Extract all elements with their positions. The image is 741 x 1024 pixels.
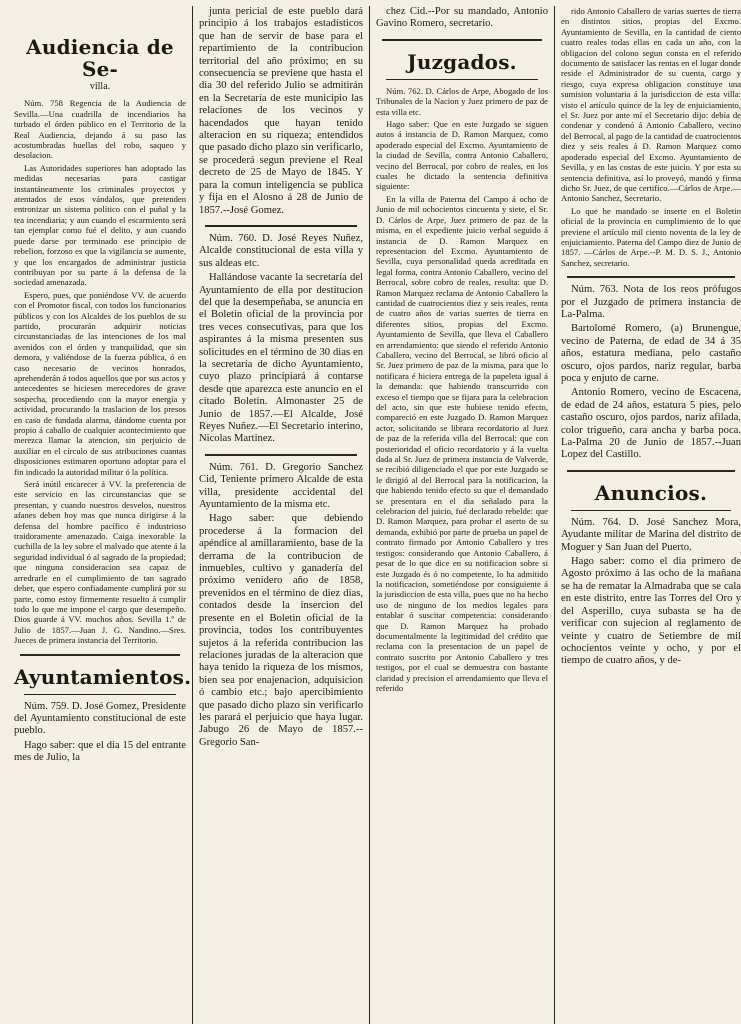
notice-763-fugitive-1: Bartolomé Romero, (a) Brunengue, vecino de Paterna, de edad de 34 á 35 años, estatura mediana, pelo castaño oscuro, ojos pardos, nariz regular, barba poca y enjuto de carne.: [561, 323, 741, 384]
notice-764-heading: Núm. 764. D. José Sanchez Mora, Ayudante militar de Marina del distrito de Moguer y San Juan del Puerto.: [561, 516, 741, 553]
section-divider-thin: [386, 79, 538, 80]
notice-759-body-cont: junta pericial de este pueblo dará principio á los trabajos estadísticos que han de servir de base para el repartimiento de la contribucion territorial del año próximo; en su consecuencia se previene que hasta el dia 30 del referido Julio se admitirán en la Secretaría de este municipio las relaciones de los vecinos y hacendados que hayan tenido alteracion en su riqueza; entendidos que pasado dicho plazo sin verificarlo, se procederá segun previene el Real decreto de 25 de Mayo de 1845. Y para la comun inteligencia se publica y fija en el Alosno á 28 de Junio de 1857.--José Gomez.: [199, 6, 363, 216]
notice-761-heading: Núm. 761. D. Gregorio Sanchez Cid, Teniente primero Alcalde de esta villa, presidente accidental del Ayuntamiento de la misma etc.: [199, 461, 363, 511]
section-divider: [567, 470, 735, 472]
notice-760-heading: Núm. 760. D. José Reyes Nuñez, Alcalde constitucional de esta villa y sus aldeas etc.: [199, 232, 363, 269]
notice-divider: [205, 225, 357, 227]
column-2: [199, 6, 363, 1024]
notice-759-heading: Núm. 759. D. José Gomez, Presidente del Ayuntamiento constitucional de este pueblo.: [14, 700, 186, 737]
notice-762-body-2: En la villa de Paterna del Campo á ocho de Junio de mil ochocientos cincuenta y siete, el Sr. D. Cárlos de Arpe, Juez primero de paz de la misma, en el expediente juicio verbal seguido á instancia de D. Ramon Marquez en representacion del Excmo. Ayuntamiento de Sevilla, cuya personalidad queda acreditada en legal forma, contra Antonio Caballero, vecino del Berrocal, sobre cobro de reales, resulta: que D. Ramon Marquez reclama de Antonio Caballero la cantidad de cuatrocientos diez y seis reales, renta de cuatro años de varias suertes de tierra en diferentes sitios, propias del Excmo. Ayuntamiento de Sevilla, que lleva el Caballero en arrendamiento: que siendo el referido Antonio Caballero, vecino del Berrocal, se libró oficio al Sr. Juez primero de paz de la misma, para que lo notificara é hiciera entrega de la papeleta igual á la demanda: que habiendo transcurrido con exceso el tiempo que se fijara para la celebracion del acto, sin que este hubiese tenido efecto, compareció en este Juzgado D. Ramon Marquez actor, solicitando se librara recordatorio al Juez de paz de la referida villa del Berrocal: que con posterioridad el oficio recordatorio y á la vuelta dada al Sr. Juez de primera instancia de Valverde, se recibió diligenciado el que por este Juzgado se le dirigió al del Berrocal para la notificacion, la que habiendo tenido efecto su que el demandado se presentara en el dia señalado para la celebracion del juicio, fué declarado rebelde: que D. Ramon Marquez, para probar el aserto de su demanda, exhibió por parte de prueba un papel de contrato firmado por Antonio Caballero y tres testigos: considerando que Antonio Caballero, á pesar de lo que dice en su notificacion sobre si este Juzgado és ó no competente, lo ha admitido la notificacion, sometiéndose por consiguiente á la jurisdiccion de esta villa, pues que no ha hecho uso de ninguno de los medios legales para entablar ó suscitar competencia: considerando que D. Ramon Marquez ha probado documentalmente la legitimidad del crédito que reclama con la presentacion de un papel de contrato suscrito por Antonio Caballero y tres testigos, por el cual se demuestra con bastante claridad y precision el arrendamiento que lleva el referido: [376, 193, 548, 693]
notice-763-heading: Núm. 763. Nota de los reos prófugos por el Juzgado de primera instancia de La-Palma.: [561, 284, 741, 320]
column-rule: [369, 6, 370, 1024]
notice-760-body: Hallándose vacante la secretaría del Ayuntamiento de ella por destitucion del que la desempeñaba, se anuncia en el Boletin oficial de la provincia por tres veces consecutivas, para que los aspirantes á la misma presenten sus solicitudes en el término de 30 dias en la secretaría de dicho Ayuntamiento, cuyo plazo principiará á contarse desde que aparezca este anuncio en el citado Boletin. Almonaster 25 de Junio de 1857.—El Alcalde, José Reyes Nuñez.—El Secretario interino, Nicolas Martinez.: [199, 272, 363, 445]
column-rule: [554, 6, 555, 1024]
column-4: [561, 6, 741, 1024]
section-title-ayuntamientos: Ayuntamientos.: [14, 664, 192, 689]
notice-761-body: Hago saber: que debiendo procederse á la formacion del apéndice al amillaramiento, base de la derrama de la contribucion de inmuebles, cultivo y ganadería del próximo venidero año de 1858, prevenidos en el término de diez dias, contados desde la insercion del presente en el Boletin oficial de la provincia, todos los contribuyentes sujetos á la referida contribucion las relaciones juradas de la alteracion que haya tenido la riqueza de los mismos, bien sea por enajenacion, adquisicion ó cambio etc.; bajo apercibimiento que pasado dicho plazo sin verificarlo les parará el perjuicio que haya lugar. Jabugo 26 de Mayo de 1857.--Gregorio San-: [199, 513, 363, 748]
notice-divider: [567, 276, 735, 278]
notice-758-body-2: Espero, pues, que poniéndose VV. de acuerdo con el Promotor fiscal, con todos los funcionarios públicos y con los Alcaldes de los pueblos de su partido, procurarán adquirir noticias circunstanciadas de las intenciones de los mal avenidos con el órden y tranquilidad, que sin demora, y valiéndose de la fuerza pública, ó en caso necesario de vecinos honrados, aprehenderán á todos aquellos que por sus actos y antecedentes se hiciesen merecedores de grave sospecha, procediendo con la mayor energía y actividad, procurando la traslacion de los presos en caso de fundada alarma, dándome cuenta por propio á caballo de cualquier acontecimiento que merezca llamar la atencion, sin perjuicio de auxiliar en el círculo de sus atribuciones cuantas disposiciones estimaren oportuno adoptar para el fin indicado la autoridad militar ó la política.: [14, 289, 186, 477]
section-divider: [382, 39, 542, 41]
column-rule: [192, 6, 193, 1024]
column-3: [376, 6, 548, 1024]
section-title-anuncios: Anuncios.: [594, 480, 708, 505]
notice-763-fugitive-2: Antonio Romero, vecino de Escacena, de edad de 24 años, estatura 5 pies, pelo castaño oscuro, ojos pardos, nariz afilada, color trigueño, cara ancha y barba poca. La-Palma 20 de Junio de 1857.--Juan Lopez del Castillo.: [561, 387, 741, 461]
notice-762-closing: Lo que he mandado se inserte en el Boletin oficial de la provincia en cumplimiento de lo que previene el artículo mil ciento noventa de la ley de enjuiciamiento. Paterna del Campo diez de Junio de 1857. —Cárlos de Arpe.--P. M. D. S. J., Antonio Sanchez, secretario.: [561, 205, 741, 268]
notice-758-body-1: Las Autoridades superiores han adoptado las medidas necesarias para castigar instantáneamente los criminales proyectos y atentados de esos vándalos, que pretenden entronizar un sistema político con el puñal y la tea incendiaria; y aun cuando el escarmiento será tan ejemplar como fué el delito, y aun cuando puede darse por terminado ese principio de rebelion, forzoso es que la vigilancia se aumente, y que los encargados de administrar justicia contribuyan por su parte á la defensa de la sociedad amenazada.: [14, 162, 186, 288]
section-title-audiencia: Audiencia de Se-: [26, 35, 174, 81]
section-title-audiencia-cont: villa.: [89, 81, 111, 92]
section-divider-thin: [571, 510, 731, 511]
notice-761-signature: chez Cid.--Por su mandado, Antonio Gavino Romero, secretario.: [376, 6, 548, 30]
notice-758-intro: Núm. 758 Regencia de la Audiencia de Sevilla.—Una cuadrilla de incendiarios ha turbado el órden público en el Territorio de la Real Audiencia, dejando á su paso las acostumbradas huellas del robo, saqueo y desolacion.: [14, 98, 186, 161]
section-title-juzgados: Juzgados.: [407, 49, 517, 74]
section-divider: [20, 654, 180, 656]
notice-divider: [205, 454, 357, 456]
column-1: [14, 6, 192, 1024]
section-divider-thin: [24, 694, 176, 695]
notice-762-body-1: Hago saber: Que en este Juzgado se siguen autos á instancia de D. Ramon Marquez, como apoderado especial del Excmo. Ayuntamiento de la ciudad de Sevilla, contra Antonio Caballero, vecino del Berrocal, por cobro de reales, en los cuales he dictado la sentencia definitiva siguiente:: [376, 119, 548, 192]
notice-759-body: Hago saber: que el dia 15 del entrante mes de Julio, la: [14, 739, 186, 764]
notice-764-body: Hago saber: como el dia primero de Agosto próximo á las ocho de la mañana se ha de rematar la Almadraba que se cala en este distrito, entre las Torres del Oro y del Asperillo, cuya subasta se ha de verificar con sujecion al reglamento de veinte y cuatro de Setiembre de mil ochocientos veinte y ocho, y por el tiempo de cuatro años, y de-: [561, 556, 741, 667]
notice-758-body-3: Será inútil encarecer á VV. la preferencia de este servicio en las circunstancias que se presentan, y cuando nuestros desvelos, nuestros afanes deben hoy mas que nunca dirigirse á la defensa del hombre pacífico é industrioso traidoramente amenazado. Caiga inexorable la cuchilla de la ley sobre el malvado que atente á la seguridad individual ó al sagrado de la propiedad; que ninguna consideracion sea capaz de arredrarle en el cumplimiento de tan sagrado deber, que espero confiadamente cumplirá por su parte, como estoy firmemente resuelto á cumplir todo lo que me impone el cargo que desempeño. Dios guarde á VV. muchos años. Sevilla 1.º de Julio de 1857.—Juan J. G. Nandino.—Sres. Jueces de primera instancia del Territorio.: [14, 479, 186, 646]
notice-762-body-cont: rido Antonio Caballero de varias suertes de tierra en distintos sitios, propias del Excmo. Ayuntamiento de Sevilla, en la cantidad de ciento cuatro reales todas ellas en cada un año, con la obligacion del colono segun consta en el referido documento de satisfacer las rentas en el lugar donde reside el Administrador de su cuenta, cargo y riesgo, cuya expresa obligacion constituye una sumision voluntaria á la jurisdiccion de esta villa: visto el artículo quince de la ley de enjuiciamiento, el Sr. Juez por ante mí el Secretario dijo: debía de condenar y condenó á Antonio Caballero, vecino del Berrocal, al pago de la cantidad de cuatrocientos diez y seis reales á D. Ramon Marquez como apoderado especial del Excmo. Ayuntamiento de Sevilla, y en las costas de este juicio. Y por esta su sentencia definitiva, así lo proveyó, mandó y firma dicho Sr. Juez, de que certifico.—Cárlos de Arpe.—Antonio Sanchez, Secretario.: [561, 6, 741, 204]
notice-762-heading: Núm. 762. D. Cárlos de Arpe, Abogado de los Tribunales de la Nacion y Juez primero de paz de esta villa etc.: [376, 85, 548, 117]
